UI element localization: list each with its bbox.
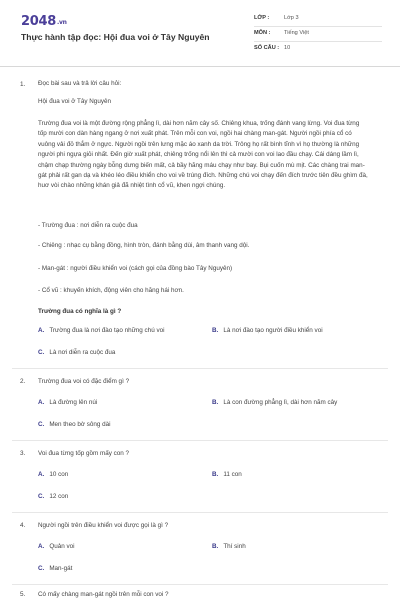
question-divider bbox=[12, 512, 388, 513]
answer-option-b[interactable] bbox=[212, 543, 246, 550]
meta-row-grade bbox=[254, 12, 382, 27]
option-text: Là nơi đào tạo người điều khiển voi bbox=[223, 327, 323, 334]
answer-option-a[interactable] bbox=[38, 543, 75, 550]
glossary-item: - Man-gát : người điều khiển voi (cách gọi của đồng bào Tây Nguyên) bbox=[38, 265, 233, 272]
question-number: 5. bbox=[20, 591, 26, 598]
answer-option-c[interactable] bbox=[38, 349, 115, 356]
worksheet-content bbox=[0, 66, 400, 600]
option-text: 12 con bbox=[49, 493, 69, 500]
answer-option-b[interactable] bbox=[212, 327, 323, 334]
option-letter: B. bbox=[212, 327, 219, 334]
grade-value: Lớp 3 bbox=[284, 15, 299, 21]
meta-row-count bbox=[254, 42, 382, 56]
question-count-value: 10 bbox=[284, 45, 291, 51]
question-count-label: SỐ CÂU : bbox=[254, 45, 280, 51]
question-prompt: Người ngồi trên điều khiển voi được gọi là gì ? bbox=[38, 522, 169, 529]
sub-question: Trường đua có nghĩa là gì ? bbox=[38, 308, 122, 315]
site-logo[interactable] bbox=[21, 14, 67, 29]
answer-option-c[interactable] bbox=[38, 565, 72, 572]
header bbox=[0, 0, 400, 67]
question-number: 3. bbox=[20, 450, 26, 457]
option-letter: C. bbox=[38, 349, 45, 356]
meta-table bbox=[254, 12, 382, 56]
option-letter: B. bbox=[212, 399, 219, 406]
option-text: 10 con bbox=[49, 471, 69, 478]
option-text: Là nơi diễn ra cuộc đua bbox=[49, 349, 116, 356]
logo-suffix: .vn bbox=[56, 19, 67, 26]
answer-option-b[interactable] bbox=[212, 399, 337, 406]
question-number: 2. bbox=[20, 378, 26, 385]
option-text: Là con đường phẳng lì, dài hơn năm cây bbox=[223, 399, 338, 406]
option-letter: B. bbox=[212, 471, 219, 478]
option-letter: C. bbox=[38, 493, 45, 500]
answer-option-b[interactable] bbox=[212, 471, 242, 478]
glossary-item: - Trường đua : nơi diễn ra cuộc đua bbox=[38, 222, 138, 229]
option-letter: B. bbox=[212, 543, 219, 550]
question-divider bbox=[12, 440, 388, 441]
question-number: 4. bbox=[20, 522, 26, 529]
logo-text: 2048 bbox=[21, 14, 56, 29]
option-text: Man-gát bbox=[49, 565, 73, 572]
question-prompt: Đọc bài sau và trả lời câu hỏi: bbox=[38, 80, 122, 87]
question-divider bbox=[12, 584, 388, 585]
option-text: Là đường lên núi bbox=[49, 399, 98, 406]
option-letter: C. bbox=[38, 421, 45, 428]
page-title: Thực hành tập đọc: Hội đua voi ở Tây Nguyên bbox=[21, 32, 210, 42]
subject-label: MÔN : bbox=[254, 30, 271, 36]
question-prompt: Trường đua voi có đặc điểm gì ? bbox=[38, 378, 130, 385]
option-text: 11 con bbox=[223, 471, 242, 478]
question-number: 1. bbox=[20, 81, 26, 88]
option-letter: A. bbox=[38, 327, 45, 334]
passage-body: Trường đua voi là một đường rộng phẳng lì, dài hơn năm cây số. Chiêng khua, trống đánh vang lừng. Voi đua từng tốp mười con dàn hàng ngang ở nơi xuất phát. Trên mỗi con voi, ngồi hai chàng man-gát. Người ngồi phía cổ có vuông vải đỏ thắm ở ngực. Người ngồi trên lưng mặc áo xanh da trời. Trông họ rất bình tĩnh vì họ thường là những người phi ngựa giỏi nhất. Đến giờ xuất phát, chiêng trống nổi lên thì cả mười con voi lao đầu chạy. Cái dáng lầm lì, chậm chạp thường ngày bỗng dưng biến mất, cả bầy hăng máu chạy như bay. Bụi cuốn mù mịt. Các chàng trai man-gát phải rất gan dạ và khéo léo điều khiển cho voi về trúng đích. Những chú voi chạy đến đích trước tiên đều ghìm đà, huơ vòi chào những khán giả đã nhiệt tình cổ vũ, khen ngợi chúng. bbox=[38, 120, 368, 190]
answer-option-c[interactable] bbox=[38, 421, 111, 428]
grade-label: LỚP : bbox=[254, 15, 270, 21]
option-text: Thí sinh bbox=[223, 543, 246, 550]
option-text: Quản voi bbox=[49, 543, 75, 550]
meta-row-subject bbox=[254, 27, 382, 42]
passage-title: Hội đua voi ở Tây Nguyên bbox=[38, 98, 111, 105]
subject-value: Tiếng Việt bbox=[284, 30, 309, 36]
option-letter: A. bbox=[38, 543, 45, 550]
answer-option-a[interactable] bbox=[38, 471, 68, 478]
question-divider bbox=[12, 368, 388, 369]
answer-option-a[interactable] bbox=[38, 327, 165, 334]
option-text: Trường đua là nơi đào tạo những chú voi bbox=[49, 327, 165, 334]
option-letter: A. bbox=[38, 399, 45, 406]
glossary-item: - Cổ vũ : khuyến khích, động viên cho hăng hái hơn. bbox=[38, 287, 184, 294]
answer-option-a[interactable] bbox=[38, 399, 97, 406]
option-text: Men theo bờ sông dài bbox=[49, 421, 111, 428]
option-letter: C. bbox=[38, 565, 45, 572]
question-prompt: Voi đua từng tốp gồm mấy con ? bbox=[38, 450, 130, 457]
question-prompt: Có mấy chàng man-gát ngồi trên mỗi con voi ? bbox=[38, 591, 169, 598]
glossary-item: - Chiêng : nhạc cụ bằng đồng, hình tròn, đánh bằng dùi, âm thanh vang dội. bbox=[38, 242, 250, 249]
answer-option-c[interactable] bbox=[38, 493, 68, 500]
option-letter: A. bbox=[38, 471, 45, 478]
